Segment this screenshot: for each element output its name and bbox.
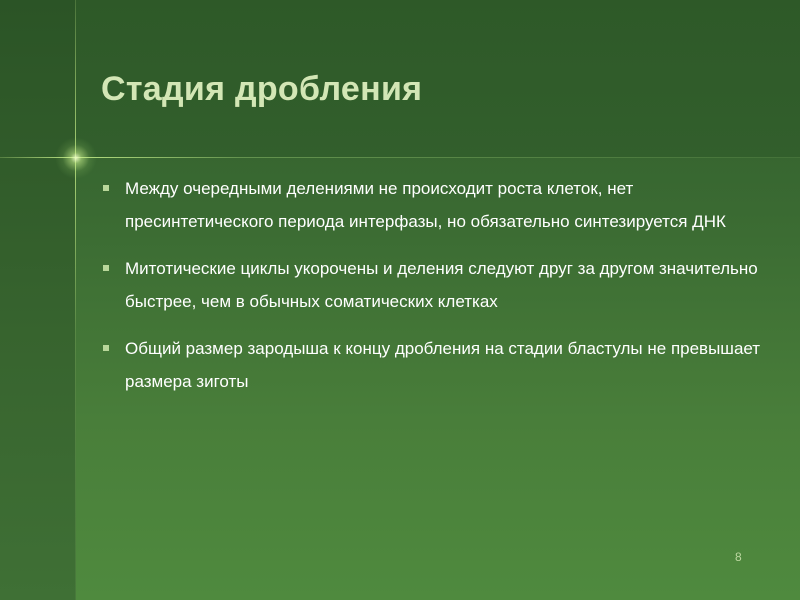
vertical-accent-line	[75, 0, 76, 600]
bullet-text: Общий размер зародыша к концу дробления на стадии бластулы не превышает размера зиготы	[125, 339, 761, 391]
square-bullet-icon	[103, 265, 109, 271]
square-bullet-icon	[103, 345, 109, 351]
bullet-item	[103, 332, 773, 398]
bullet-list	[103, 172, 773, 412]
horizontal-accent-line	[0, 157, 800, 158]
bullet-item	[103, 252, 773, 318]
page-number: 8	[735, 550, 742, 564]
light-flare-icon	[55, 137, 97, 179]
bullet-text: Между очередными делениями не происходит роста клеток, нет пресинтетического периода интерфазы, но обязательно синтезируется ДНК	[125, 179, 726, 231]
bullet-item	[103, 172, 773, 238]
square-bullet-icon	[103, 185, 109, 191]
left-strip	[0, 0, 76, 600]
bullet-text: Митотические циклы укорочены и деления следуют друг за другом значительно быстрее, чем в обычных соматических клетках	[125, 259, 758, 311]
slide-title: Стадия дробления	[101, 70, 423, 108]
